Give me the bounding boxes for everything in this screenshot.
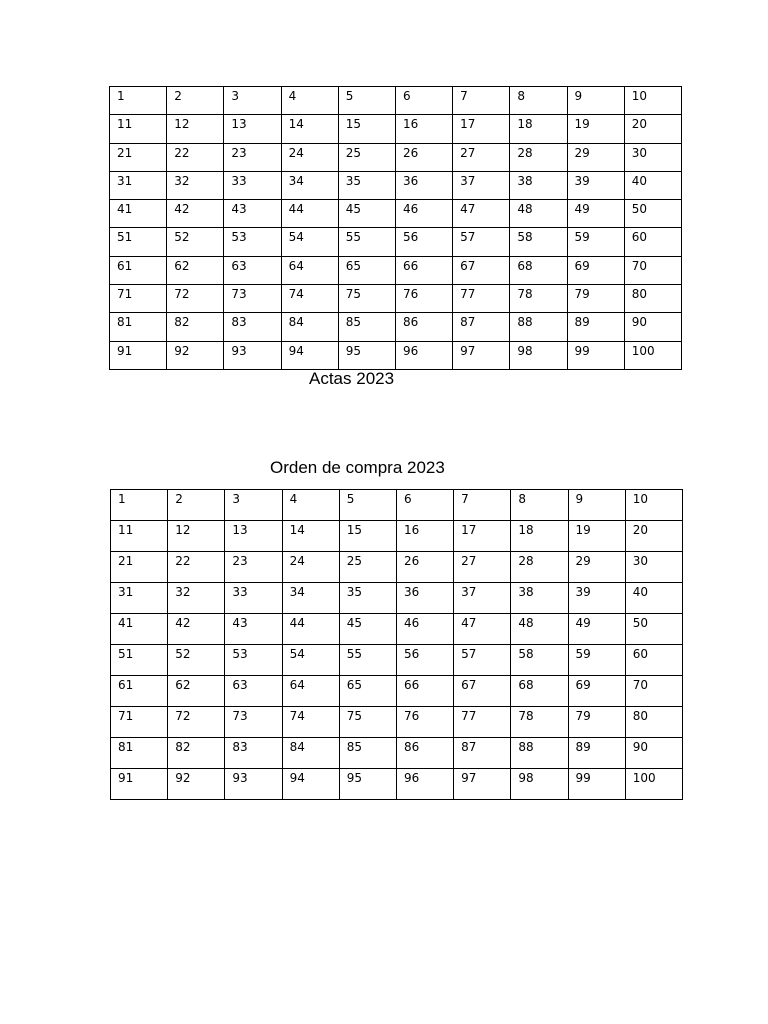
table-cell: 86 — [395, 313, 452, 341]
table-row — [110, 228, 682, 256]
table-cell: 29 — [568, 552, 625, 583]
table-cell: 17 — [453, 115, 510, 143]
table-cell: 16 — [396, 521, 453, 552]
table-cell: 3 — [225, 490, 282, 521]
table-cell: 24 — [281, 143, 338, 171]
table-cell: 97 — [453, 341, 510, 369]
table-row — [111, 645, 683, 676]
table-cell: 97 — [454, 769, 511, 800]
table-cell: 34 — [282, 583, 339, 614]
table-cell: 12 — [167, 115, 224, 143]
table-cell: 52 — [167, 228, 224, 256]
table-cell: 76 — [396, 707, 453, 738]
table-cell: 2 — [167, 87, 224, 115]
table-cell: 15 — [338, 115, 395, 143]
table-cell: 72 — [167, 285, 224, 313]
table-cell: 25 — [339, 552, 396, 583]
table-row — [111, 521, 683, 552]
table-cell: 84 — [281, 313, 338, 341]
table-cell: 11 — [111, 521, 168, 552]
table-cell: 12 — [168, 521, 225, 552]
table-cell: 32 — [168, 583, 225, 614]
table-cell: 38 — [510, 171, 567, 199]
table-cell: 81 — [110, 313, 167, 341]
table-cell: 42 — [168, 614, 225, 645]
table-cell: 50 — [624, 200, 681, 228]
table-cell: 67 — [454, 676, 511, 707]
table-cell: 50 — [625, 614, 682, 645]
table-cell: 77 — [453, 285, 510, 313]
table-cell: 81 — [111, 738, 168, 769]
table-cell: 36 — [395, 171, 452, 199]
table-row — [110, 256, 682, 284]
table-cell: 44 — [281, 200, 338, 228]
table-row — [110, 87, 682, 115]
table-cell: 19 — [567, 115, 624, 143]
table-cell: 36 — [396, 583, 453, 614]
table-cell: 59 — [567, 228, 624, 256]
table-cell: 80 — [625, 707, 682, 738]
table-cell: 90 — [624, 313, 681, 341]
table-cell: 69 — [568, 676, 625, 707]
table-cell: 94 — [282, 769, 339, 800]
table-cell: 79 — [567, 285, 624, 313]
table-cell: 53 — [224, 228, 281, 256]
table-cell: 9 — [567, 87, 624, 115]
table-cell: 98 — [511, 769, 568, 800]
table-cell: 74 — [282, 707, 339, 738]
table-cell: 3 — [224, 87, 281, 115]
table-cell: 56 — [395, 228, 452, 256]
table-cell: 56 — [396, 645, 453, 676]
table-cell: 95 — [338, 341, 395, 369]
table-cell: 10 — [624, 87, 681, 115]
table-cell: 64 — [282, 676, 339, 707]
table-cell: 62 — [168, 676, 225, 707]
table-row — [111, 769, 683, 800]
table-cell: 88 — [511, 738, 568, 769]
table-cell: 88 — [510, 313, 567, 341]
table-cell: 21 — [110, 143, 167, 171]
table-cell: 57 — [454, 645, 511, 676]
table-cell: 4 — [281, 87, 338, 115]
table-cell: 66 — [395, 256, 452, 284]
table-cell: 28 — [511, 552, 568, 583]
actas-number-table — [109, 86, 682, 370]
table-cell: 5 — [339, 490, 396, 521]
table-cell: 83 — [225, 738, 282, 769]
table-row — [110, 341, 682, 369]
table-cell: 73 — [224, 285, 281, 313]
table-cell: 90 — [625, 738, 682, 769]
table-cell: 100 — [624, 341, 681, 369]
table-cell: 71 — [110, 285, 167, 313]
table-cell: 23 — [225, 552, 282, 583]
table-cell: 45 — [338, 200, 395, 228]
table-row — [110, 143, 682, 171]
table-cell: 41 — [111, 614, 168, 645]
table-cell: 55 — [338, 228, 395, 256]
table-cell: 33 — [224, 171, 281, 199]
table-cell: 91 — [111, 769, 168, 800]
table-cell: 61 — [111, 676, 168, 707]
table-cell: 2 — [168, 490, 225, 521]
table-cell: 31 — [111, 583, 168, 614]
table-cell: 80 — [624, 285, 681, 313]
table-row — [111, 676, 683, 707]
table-cell: 38 — [511, 583, 568, 614]
table-cell: 69 — [567, 256, 624, 284]
table-cell: 83 — [224, 313, 281, 341]
table-cell: 8 — [510, 87, 567, 115]
table-cell: 43 — [224, 200, 281, 228]
table-cell: 51 — [110, 228, 167, 256]
table-cell: 79 — [568, 707, 625, 738]
table-cell: 68 — [511, 676, 568, 707]
table-cell: 71 — [111, 707, 168, 738]
table-cell: 62 — [167, 256, 224, 284]
table-cell: 94 — [281, 341, 338, 369]
table-cell: 82 — [167, 313, 224, 341]
table-cell: 26 — [396, 552, 453, 583]
table-cell: 86 — [396, 738, 453, 769]
table-cell: 77 — [454, 707, 511, 738]
table-cell: 32 — [167, 171, 224, 199]
table-cell: 34 — [281, 171, 338, 199]
table-cell: 99 — [568, 769, 625, 800]
table-cell: 23 — [224, 143, 281, 171]
table-cell: 60 — [624, 228, 681, 256]
table-cell: 5 — [338, 87, 395, 115]
table-cell: 35 — [339, 583, 396, 614]
table-cell: 75 — [339, 707, 396, 738]
table-cell: 30 — [624, 143, 681, 171]
table-cell: 47 — [454, 614, 511, 645]
table-row — [111, 738, 683, 769]
orden-number-table — [110, 489, 683, 800]
table-cell: 67 — [453, 256, 510, 284]
table-cell: 75 — [338, 285, 395, 313]
table-cell: 93 — [225, 769, 282, 800]
table-cell: 47 — [453, 200, 510, 228]
table-cell: 66 — [396, 676, 453, 707]
table-cell: 52 — [168, 645, 225, 676]
table-cell: 78 — [510, 285, 567, 313]
table-cell: 76 — [395, 285, 452, 313]
table-cell: 46 — [396, 614, 453, 645]
table-cell: 85 — [339, 738, 396, 769]
table-cell: 89 — [568, 738, 625, 769]
table-cell: 6 — [396, 490, 453, 521]
orden-caption: Orden de compra 2023 — [270, 458, 445, 477]
table-cell: 7 — [454, 490, 511, 521]
table-cell: 49 — [567, 200, 624, 228]
table-cell: 13 — [225, 521, 282, 552]
table-cell: 96 — [396, 769, 453, 800]
table-cell: 1 — [111, 490, 168, 521]
table-row — [110, 115, 682, 143]
table-cell: 17 — [454, 521, 511, 552]
table-cell: 68 — [510, 256, 567, 284]
table-row — [110, 313, 682, 341]
table-cell: 60 — [625, 645, 682, 676]
table-cell: 72 — [168, 707, 225, 738]
table-cell: 49 — [568, 614, 625, 645]
table-row — [111, 490, 683, 521]
table-cell: 35 — [338, 171, 395, 199]
table-cell: 87 — [454, 738, 511, 769]
table-row — [110, 285, 682, 313]
table-cell: 54 — [281, 228, 338, 256]
table-cell: 48 — [511, 614, 568, 645]
table-cell: 92 — [167, 341, 224, 369]
table-cell: 58 — [511, 645, 568, 676]
table-cell: 59 — [568, 645, 625, 676]
table-cell: 19 — [568, 521, 625, 552]
table-cell: 100 — [625, 769, 682, 800]
table-cell: 92 — [168, 769, 225, 800]
table-cell: 21 — [111, 552, 168, 583]
table-cell: 84 — [282, 738, 339, 769]
table-cell: 91 — [110, 341, 167, 369]
table-cell: 1 — [110, 87, 167, 115]
table-cell: 33 — [225, 583, 282, 614]
table-cell: 58 — [510, 228, 567, 256]
table-cell: 9 — [568, 490, 625, 521]
orden-table-body — [111, 490, 683, 800]
table-cell: 16 — [395, 115, 452, 143]
table-cell: 70 — [624, 256, 681, 284]
table-cell: 82 — [168, 738, 225, 769]
table-cell: 4 — [282, 490, 339, 521]
table-row — [111, 614, 683, 645]
table-row — [111, 552, 683, 583]
actas-caption: Actas 2023 — [309, 369, 395, 388]
table-cell: 18 — [510, 115, 567, 143]
actas-table-body — [110, 87, 682, 370]
table-cell: 40 — [624, 171, 681, 199]
table-cell: 54 — [282, 645, 339, 676]
table-cell: 26 — [395, 143, 452, 171]
table-cell: 57 — [453, 228, 510, 256]
table-cell: 29 — [567, 143, 624, 171]
table-cell: 87 — [453, 313, 510, 341]
table-cell: 14 — [282, 521, 339, 552]
table-row — [111, 583, 683, 614]
table-cell: 27 — [454, 552, 511, 583]
table-cell: 53 — [225, 645, 282, 676]
table-cell: 39 — [568, 583, 625, 614]
table-row — [111, 707, 683, 738]
table-cell: 98 — [510, 341, 567, 369]
table-cell: 93 — [224, 341, 281, 369]
table-cell: 24 — [282, 552, 339, 583]
table-cell: 78 — [511, 707, 568, 738]
table-cell: 42 — [167, 200, 224, 228]
table-cell: 55 — [339, 645, 396, 676]
table-cell: 40 — [625, 583, 682, 614]
table-cell: 20 — [624, 115, 681, 143]
table-cell: 89 — [567, 313, 624, 341]
table-cell: 45 — [339, 614, 396, 645]
table-cell: 37 — [454, 583, 511, 614]
table-cell: 48 — [510, 200, 567, 228]
table-cell: 39 — [567, 171, 624, 199]
table-cell: 8 — [511, 490, 568, 521]
table-cell: 44 — [282, 614, 339, 645]
table-cell: 61 — [110, 256, 167, 284]
table-cell: 65 — [338, 256, 395, 284]
table-cell: 96 — [395, 341, 452, 369]
table-cell: 13 — [224, 115, 281, 143]
table-cell: 10 — [625, 490, 682, 521]
table-cell: 73 — [225, 707, 282, 738]
table-cell: 6 — [395, 87, 452, 115]
table-cell: 14 — [281, 115, 338, 143]
table-cell: 27 — [453, 143, 510, 171]
table-cell: 46 — [395, 200, 452, 228]
table-cell: 70 — [625, 676, 682, 707]
table-cell: 63 — [224, 256, 281, 284]
table-cell: 20 — [625, 521, 682, 552]
table-cell: 64 — [281, 256, 338, 284]
table-cell: 63 — [225, 676, 282, 707]
table-cell: 15 — [339, 521, 396, 552]
table-cell: 74 — [281, 285, 338, 313]
table-row — [110, 200, 682, 228]
table-cell: 51 — [111, 645, 168, 676]
table-cell: 41 — [110, 200, 167, 228]
table-cell: 31 — [110, 171, 167, 199]
table-cell: 37 — [453, 171, 510, 199]
table-cell: 99 — [567, 341, 624, 369]
table-cell: 28 — [510, 143, 567, 171]
table-cell: 7 — [453, 87, 510, 115]
table-cell: 65 — [339, 676, 396, 707]
table-cell: 85 — [338, 313, 395, 341]
table-cell: 43 — [225, 614, 282, 645]
table-cell: 18 — [511, 521, 568, 552]
table-cell: 95 — [339, 769, 396, 800]
table-cell: 30 — [625, 552, 682, 583]
table-cell: 11 — [110, 115, 167, 143]
table-cell: 22 — [167, 143, 224, 171]
table-cell: 22 — [168, 552, 225, 583]
table-row — [110, 171, 682, 199]
table-cell: 25 — [338, 143, 395, 171]
